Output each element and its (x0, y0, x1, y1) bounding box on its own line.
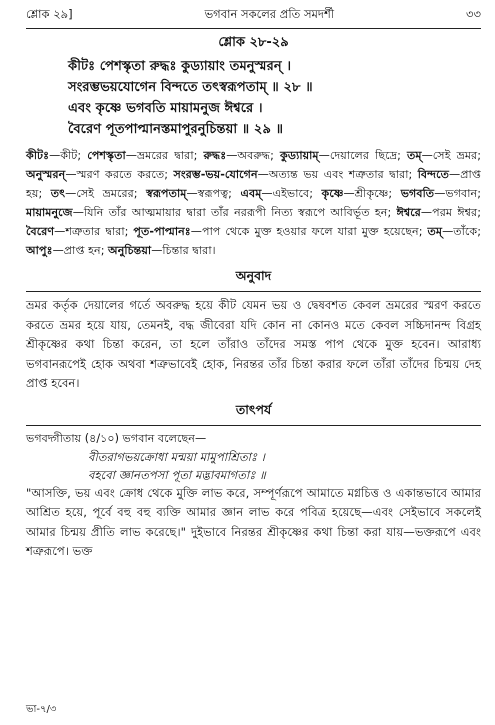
synonym-word: তম্ (406, 149, 422, 162)
synonym-word: ভগবতি (400, 187, 435, 200)
synonym-word: ঈশ্বরে (396, 206, 421, 219)
synonym-word: আপুঃ (26, 244, 53, 257)
synonym-meaning: চিন্তার দ্বারা। (162, 244, 216, 257)
synonym-meaning: অত্যন্ত ভয় এবং শত্রুতার দ্বারা; (268, 168, 418, 181)
synonym-word: এবম্ (240, 187, 262, 200)
synonym-meaning: শত্রুতার দ্বারা; (65, 225, 134, 238)
translation-heading: অনুবাদ (235, 268, 272, 283)
quote-line: বহবো জ্ঞানতপসা পূতা মদ্ভাবমাগতাঃ ॥ (88, 467, 266, 482)
synonym-word: বৈরেণ (26, 225, 55, 238)
synonym-meaning: পরম ঈশ্বর; (432, 206, 481, 219)
synonym-meaning: পাপ থেকে মুক্ত হওয়ার ফলে যারা মুক্ত হয়েছেন; (201, 225, 428, 238)
synonym-meaning: অবরুদ্ধ; (237, 149, 281, 162)
purport-reference: ভগবদ্গীতায় (৪/১০) ভগবান বলেছেন— (26, 431, 207, 445)
verse-line: কীটঃ পেশস্কৃতা রুদ্ধঃ কুড্যায়াং তমনুস্মরন্ । (68, 59, 292, 74)
verse-block (26, 56, 481, 140)
verse-line: সংরম্ভভয়যোগেন বিন্দতে তৎস্বরূপতাম্ ॥ ২৮ ॥ (68, 80, 313, 95)
synonym-word: কীটঃ (26, 149, 50, 162)
synonym-meaning: ভগবান; (445, 187, 481, 200)
section-divider (26, 425, 481, 426)
synonym-meaning: সেই ভ্রমরের; (76, 187, 147, 200)
translation-text: ভ্রমর কর্তৃক দেয়ালের গর্তে অবরুদ্ধ হয়ে কীট যেমন ভয় ও দ্বেষবশত কেবল ভ্রমরের স্মরণ করতে করতে ভ্রমর হয়ে যায়, তেমনই, বদ্ধ জীবেরা যদি কোন না কোনও মতে কেবল সচ্চিদানন্দ বিগ্রহ শ্রীকৃষ্ণের কথা চিন্তা করেন, তা হলে তাঁরাও তাঁদের সমস্ত পাপ থেকে মুক্ত হবেন। আরাধ্য ভগবানরূপেই হোক অথবা শত্রুভাবেই হোক, নিরন্তর তাঁর চিন্তা করার ফলে তাঁরা তাঁদের চিন্ময় দেহ প্রাপ্ত হবেন। (26, 298, 481, 390)
synonym-meaning: সেই ভ্রমর; (432, 149, 481, 162)
page-footer-signature: ভা-৭/৩ (26, 704, 57, 715)
synonym-word: মায়ামনুজে (26, 206, 73, 219)
synonym-word: রুদ্ধঃ (203, 149, 227, 162)
verse-line: এবং কৃষ্ণে ভগবতি মায়ামনুজ ঈশ্বরে । (68, 101, 263, 116)
purport-heading: তাৎপর্য (235, 401, 272, 417)
synonym-word: তৎ (50, 187, 66, 200)
header-title: ভগবান সকলের প্রতি সমদর্শী (204, 7, 335, 21)
verse-heading: শ্লোক ২৮-২৯ (218, 35, 289, 50)
synonym-meaning: তাঁকে; (453, 225, 481, 238)
synonym-meaning: প্রাপ্ত হয়; (26, 168, 481, 200)
synonym-meaning: স্বরূপত্ব; (197, 187, 241, 200)
synonym-word: কৃষ্ণে (321, 187, 344, 200)
purport-text: "আসক্তি, ভয় এবং ক্রোধ থেকে মুক্তি লাভ করে, সম্পূর্ণরূপে আমাতে মগ্নচিত্ত ও একান্তভাবে আমার আশ্রিত হয়ে, পূর্বে বহু বহু ব্যক্তি আমার জ্ঞান লাভ করে পবিত্র হয়েছে—এবং সেইভাবে সকলেই আমার চিন্ময় প্রীতি লাভ করেছে।" দুইভাবে নিরন্তর শ্রীকৃষ্ণের কথা চিন্তা করা যায়—ভক্তরূপে এবং শত্রুরূপে। ভক্ত (26, 485, 481, 558)
synonym-word: অনুচিন্তয়া (108, 244, 152, 257)
verse-line: বৈরেণ পূতপাপ্মানস্তমাপুরনুচিন্তয়া ॥ ২৯ ॥ (68, 122, 284, 137)
synonym-meaning: প্রাপ্ত হন; (63, 244, 109, 257)
header-divider (26, 28, 481, 29)
synonym-meaning: দেয়ালের ছিদ্রে; (329, 149, 407, 162)
synonym-word: পূত-পাপ্মানঃ (133, 225, 191, 238)
synonym-meaning: কীট; (60, 149, 88, 162)
running-header (26, 6, 481, 26)
synonym-word: অনুস্মরন্ (26, 168, 66, 181)
synonym-meaning: যিনি তাঁর আত্মমায়ার দ্বারা তাঁর নররূপী নিত্য স্বরূপে আবির্ভূত হন; (83, 206, 397, 219)
synonym-word: পেশস্কৃতা (87, 149, 126, 162)
synonyms-paragraph: কীটঃ—কীট; পেশস্কৃতা—ভ্রমরের দ্বারা; রুদ্ধঃ—অবরুদ্ধ; কুড্যায়াম্—দেয়ালের ছিদ্রে; তম্—সেই ভ্রমর; অনুস্মরন্—স্মরণ করতে করতে; সংরম্ভ-ভয়-যোগেন—অত্যন্ত ভয় এবং শত্রুতার দ্বারা; বিন্দতে—প্রাপ্ত হয়; তৎ—সেই ভ্রমরের; স্বরূপতাম্—স্বরূপত্ব; এবম্—এইভাবে; কৃষ্ণে—শ্রীকৃষ্ণে; ভগবতি—ভগবান; মায়ামনুজে—যিনি তাঁর আত্মমায়ার দ্বারা তাঁর নররূপী নিত্য স্বরূপে আবির্ভূত হন; ঈশ্বরে—পরম ঈশ্বর; বৈরেণ—শত্রুতার দ্বারা; পূত-পাপ্মানঃ—পাপ থেকে মুক্ত হওয়ার ফলে যারা মুক্ত হয়েছেন; তম্—তাঁকে; আপুঃ—প্রাপ্ত হন; অনুচিন্তয়া—চিন্তার দ্বারা। (26, 149, 481, 257)
synonym-meaning: এইভাবে; (272, 187, 322, 200)
synonym-word: স্বরূপতাম্ (146, 187, 187, 200)
quote-line: বীতরাগভয়ক্রোধা মন্ময়া মামুপাশ্রিতাঃ । (88, 449, 265, 464)
synonym-word: কুড্যায়াম্ (280, 149, 319, 162)
synonym-meaning: স্মরণ করতে করতে; (76, 168, 174, 181)
synonym-word: সংরম্ভ-ভয়-যোগেন (173, 168, 258, 181)
synonym-meaning: শ্রীকৃষ্ণে; (354, 187, 401, 200)
synonym-meaning: ভ্রমরের দ্বারা; (136, 149, 204, 162)
synonym-word: বিন্দতে (417, 168, 450, 181)
page-number: ৩৩ (466, 7, 481, 21)
section-divider (26, 291, 481, 292)
header-verse-ref: শ্লোক ২৯] (26, 7, 73, 21)
synonym-word: তম্ (427, 225, 443, 238)
